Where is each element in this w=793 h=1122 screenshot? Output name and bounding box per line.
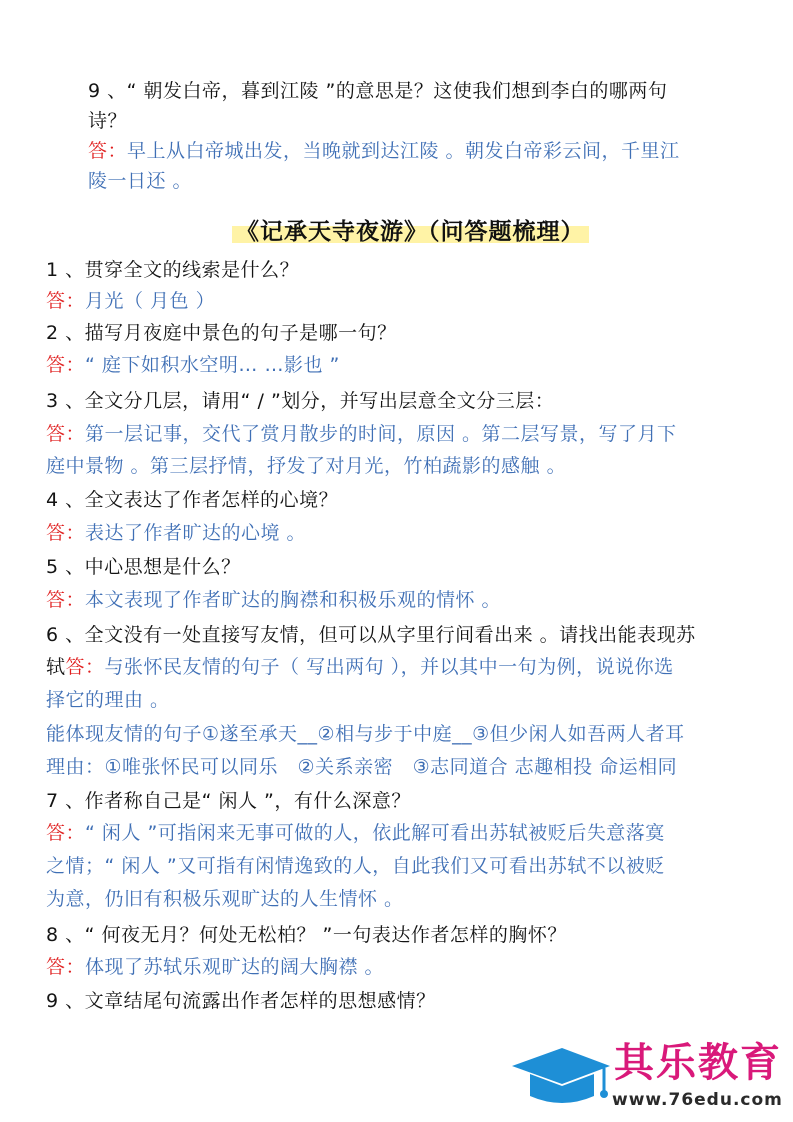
answer-key: 答：	[65, 656, 105, 678]
question-6-line-2-text: 与张怀民友情的句子（ 写出两句 ），并以其中一句为例，说说你选	[104, 656, 674, 678]
question-8: 8 、“ 何夜无月？何处无松柏？ ”一句表达作者怎样的胸怀？	[46, 924, 567, 946]
answer-2-text: “ 庭下如积水空明… …影也 ”	[85, 354, 340, 376]
question-9: 9 、文章结尾句流露出作者怎样的思想感情？	[46, 990, 436, 1012]
prev-answer-9-text: 早上从白帝城出发，当晚就到达江陵 。朝发白帝彩云间，千里江	[127, 140, 680, 162]
prev-question-9-line-2: 诗？	[88, 110, 128, 132]
question-6-line-3: 择它的理由 。	[46, 689, 170, 711]
answer-3-line-2: 庭中景物 。第三层抒情，抒发了对月光，竹柏蔬影的感触 。	[46, 455, 567, 477]
graduation-cap-icon	[508, 1044, 612, 1110]
prev-answer-9-line-2: 陵一日还 。	[88, 170, 193, 192]
question-5: 5 、中心思想是什么？	[46, 556, 241, 578]
answer-key: 答：	[46, 522, 86, 544]
answer-key: 答：	[46, 354, 86, 376]
answer-5-text: 本文表现了作者旷达的胸襟和积极乐观的情怀 。	[85, 589, 502, 611]
section-title	[232, 214, 589, 250]
answer-4-text: 表达了作者旷达的心境 。	[85, 522, 307, 544]
answer-6-line-1: 能体现友情的句子①遂至承天__②相与步于中庭__③但少闲人如吾两人者耳	[46, 723, 685, 745]
prev-question-9-line-1: 9 、“ 朝发白帝，暮到江陵 ”的意思是？这使我们想到李白的哪两句	[88, 80, 668, 102]
answer-1-text: 月光（ 月色 ）	[85, 290, 216, 312]
answer-8-text: 体现了苏轼乐观旷达的阔大胸襟 。	[85, 956, 385, 978]
answer-key: 答：	[46, 290, 86, 312]
question-4: 4 、全文表达了作者怎样的心境？	[46, 489, 339, 511]
answer-6-line-2: 理由：①唯张怀民可以同乐 ②关系亲密 ③志同道合 志趣相投 命运相同	[46, 756, 678, 778]
answer-7-line-3: 为意，仍旧有积极乐观旷达的人生情怀 。	[46, 888, 404, 910]
brand-logo	[508, 1040, 788, 1115]
answer-key: 答：	[46, 589, 86, 611]
question-2: 2 、描写月夜庭中景色的句子是哪一句？	[46, 322, 397, 344]
brand-url: www.76edu.com	[612, 1090, 783, 1110]
question-7: 7 、作者称自己是“ 闲人 ”，有什么深意？	[46, 790, 411, 812]
question-1: 1 、贯穿全文的线索是什么？	[46, 259, 300, 281]
question-3: 3 、全文分几层，请用“ / ”划分，并写出层意全文分三层：	[46, 390, 555, 412]
answer-7-text: “ 闲人 ”可指闲来无事可做的人，依此解可看出苏轼被贬后失意落寞	[85, 822, 665, 844]
answer-3-text: 第一层记事，交代了赏月散步的时间，原因 。第二层写景，写了月下	[85, 423, 677, 445]
answer-1	[46, 286, 215, 316]
answer-key: 答：	[46, 956, 86, 978]
answer-7-line-2: 之情；“ 闲人 ”又可指有闲情逸致的人，自此我们又可看出苏轼不以被贬	[46, 855, 665, 877]
section-title-text: 《记承天寺夜游》（问答题梳理）	[232, 218, 589, 245]
question-6-line-2	[46, 652, 674, 682]
answer-key: 答：	[88, 140, 128, 162]
answer-key: 答：	[46, 822, 86, 844]
answer-3-line-1	[46, 419, 677, 449]
answer-key: 答：	[46, 423, 86, 445]
answer-5	[46, 585, 501, 615]
answer-7-line-1	[46, 818, 665, 848]
answer-8	[46, 952, 384, 982]
answer-2	[46, 350, 340, 380]
question-6-line-1: 6 、全文没有一处直接写友情，但可以从字里行间看出来 。请找出能表现苏	[46, 624, 696, 646]
brand-name: 其乐教育	[614, 1040, 782, 1086]
prev-answer-9-line-1	[88, 136, 680, 166]
answer-4	[46, 518, 306, 548]
question-6-line-2-prefix: 轼	[46, 656, 66, 678]
